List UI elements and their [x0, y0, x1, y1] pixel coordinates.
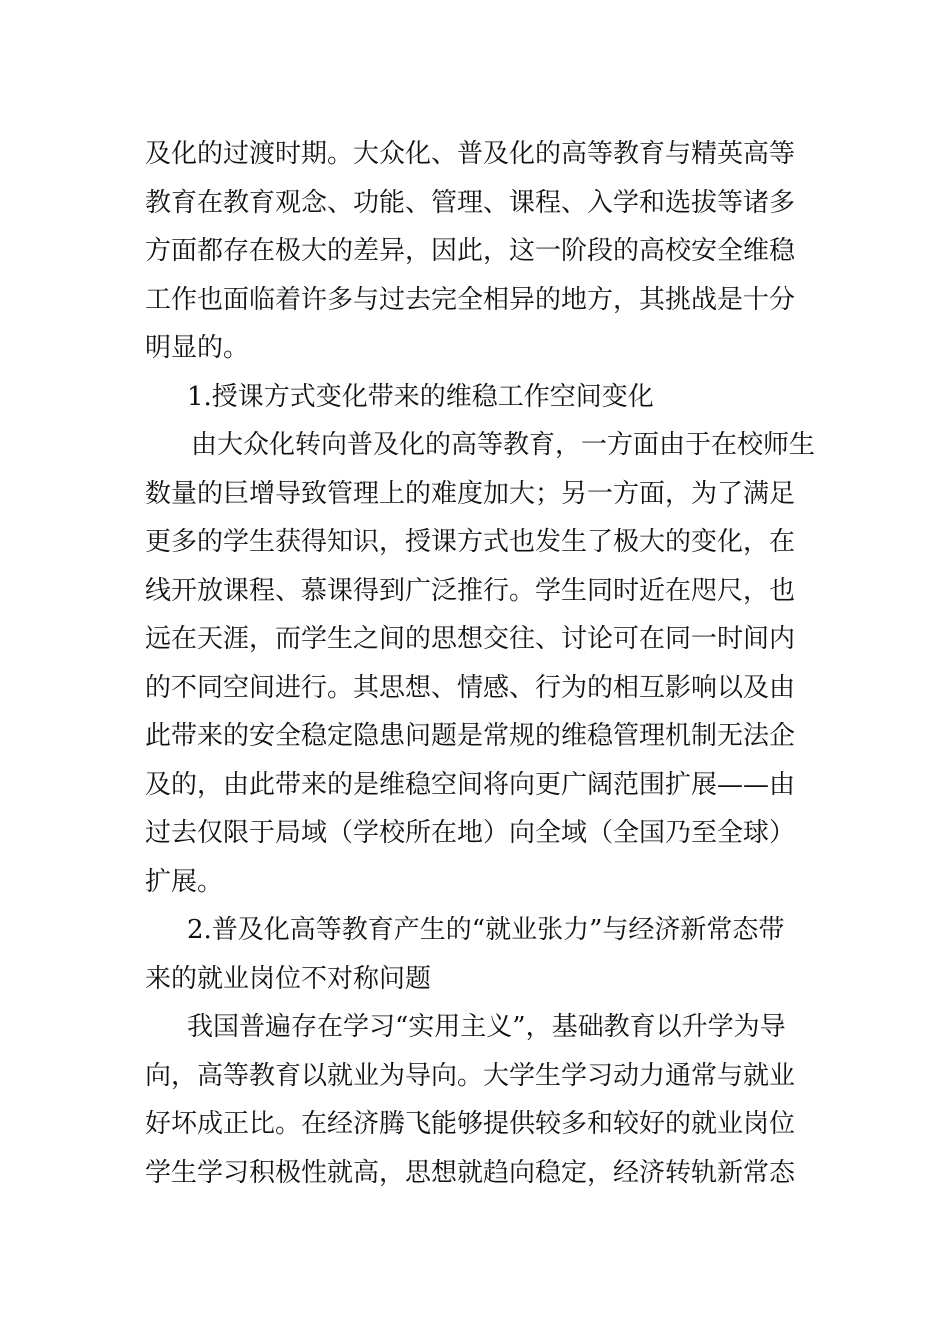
paragraph-line: 学生学习积极性就高，思想就趋向稳定，经济转轨新常态	[145, 1157, 796, 1188]
paragraph-line: 远在天涯，而学生之间的思想交往、讨论可在同一时间内	[145, 624, 796, 654]
document-body	[145, 130, 816, 1197]
paragraph-line: 线开放课程、慕课得到广泛推行。学生同时近在咫尺，也	[145, 575, 796, 606]
paragraph-line: 及的，由此带来的是维稳空间将向更广阔范围扩展——由	[145, 769, 796, 800]
paragraph-line: 方面都存在极大的差异，因此，这一阶段的高校安全维稳	[145, 236, 796, 266]
section-heading-1: 1.授课方式变化带来的维稳工作空间变化	[187, 381, 654, 412]
paragraph-line: 由大众化转向普及化的高等教育，一方面由于在校师生	[191, 430, 816, 460]
section-heading-2: 2.普及化高等教育产生的“就业张力”与经济新常态带	[187, 915, 785, 945]
paragraph-line: 明显的。	[145, 333, 250, 363]
paragraph-line: 更多的学生获得知识，授课方式也发生了极大的变化，在	[145, 527, 796, 557]
paragraph-line: 数量的巨增导致管理上的难度加大；另一方面，为了满足	[145, 478, 796, 509]
paragraph-line: 的不同空间进行。其思想、情感、行为的相互影响以及由	[145, 672, 796, 703]
paragraph-line: 我国普遍存在学习“实用主义”，基础教育以升学为导	[187, 1012, 786, 1042]
paragraph-line: 扩展。	[145, 866, 224, 897]
paragraph-line: 工作也面临着许多与过去完全相异的地方，其挑战是十分	[145, 284, 796, 315]
section-heading-2-continued: 来的就业岗位不对称问题	[145, 963, 432, 994]
paragraph-line: 好坏成正比。在经济腾飞能够提供较多和较好的就业岗位	[145, 1109, 796, 1139]
paragraph-line: 及化的过渡时期。大众化、普及化的高等教育与精英高等	[145, 139, 796, 169]
paragraph-line: 过去仅限于局域（学校所在地）向全域（全国乃至全球）	[145, 818, 796, 848]
paragraph-line: 此带来的安全稳定隐患问题是常规的维稳管理机制无法企	[145, 721, 796, 751]
paragraph-line: 向，高等教育以就业为导向。大学生学习动力通常与就业	[145, 1060, 796, 1091]
paragraph-line: 教育在教育观念、功能、管理、课程、入学和选拔等诸多	[145, 187, 796, 218]
